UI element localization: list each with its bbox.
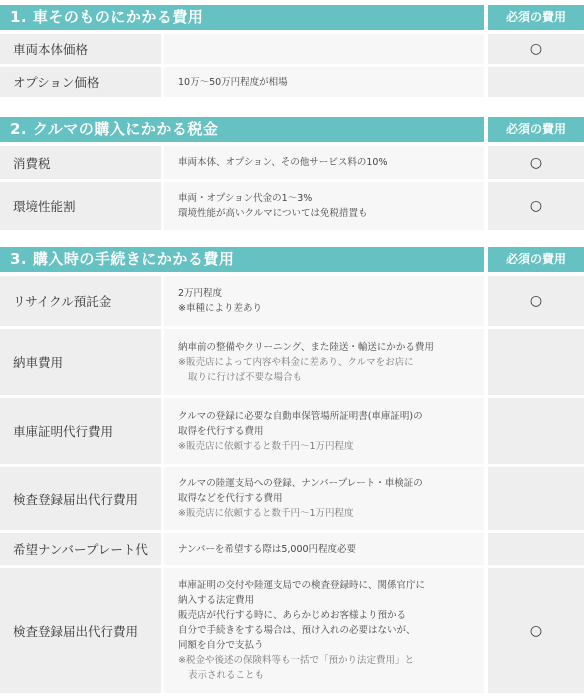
row-label: 車両本体価格	[0, 34, 161, 64]
description-line: 取得などを代行する費用	[178, 493, 283, 504]
row-description	[164, 329, 484, 395]
required-cell	[488, 568, 584, 693]
required-cell	[488, 276, 584, 326]
description-note: ※税金や後述の保険料等も一括で「預かり法定費用」と	[178, 655, 414, 666]
required-cell	[488, 467, 584, 530]
row-description	[164, 182, 484, 230]
description-line: 車庫証明の交付や陸運支局での検査登録時に、関係官庁に	[178, 580, 426, 591]
description-line: クルマの登録に必要な自動車保管場所証明書(車庫証明)の	[178, 410, 423, 422]
table-row	[0, 533, 584, 565]
description-line: 環境性能が高いクルマについては免税措置も	[178, 208, 368, 219]
table-row	[0, 146, 584, 179]
row-label: オプション価格	[0, 67, 161, 97]
row-label: 車庫証明代行費用	[0, 398, 161, 464]
table-row	[0, 398, 584, 464]
row-label: 納車費用	[0, 329, 161, 395]
row-label: 希望ナンバープレート代	[0, 533, 161, 565]
description-line: ※車種により差あり	[178, 303, 262, 314]
table-row	[0, 276, 584, 326]
description-note: ※販売店に依頼すると数千円〜1万円程度	[178, 508, 354, 519]
required-mark: ○	[529, 154, 543, 171]
required-mark: ○	[529, 622, 543, 639]
table-row	[0, 182, 584, 230]
description-line: 車両・オプション代金の1〜3%	[178, 193, 313, 204]
row-description	[164, 398, 484, 464]
description-line: 自分で手続きをする場合は、預け入れの必要はないが、	[178, 625, 416, 636]
row-description	[164, 146, 484, 179]
required-cell	[488, 67, 584, 97]
row-description	[164, 276, 484, 326]
required-mark: ○	[529, 41, 543, 57]
row-description	[164, 67, 484, 97]
row-label: 消費税	[0, 146, 161, 179]
description-note: 表示されることも	[188, 670, 265, 681]
description-line: 取得を代行する費用	[178, 425, 264, 437]
description-line: 納車前の整備やクリーニング、また陸送・輸送にかかる費用	[178, 341, 434, 353]
description-line: 納入する法定費用	[178, 595, 255, 606]
required-cell	[488, 34, 584, 64]
section-title: 1. 車そのものにかかる費用	[0, 5, 484, 30]
description-line: 2万円程度	[178, 288, 223, 299]
required-column-header: 必須の費用	[488, 247, 584, 272]
row-description	[164, 568, 484, 693]
table-row	[0, 34, 584, 64]
required-cell	[488, 182, 584, 230]
row-description	[164, 34, 484, 64]
description-line: 10万〜50万円程度が相場	[178, 76, 288, 88]
required-cell	[488, 329, 584, 395]
row-label: 環境性能割	[0, 182, 161, 230]
row-label: リサイクル預託金	[0, 276, 161, 326]
row-label: 検査登録届出代行費用	[0, 467, 161, 530]
row-description	[164, 467, 484, 530]
required-cell	[488, 398, 584, 464]
table-row	[0, 467, 584, 530]
table-row	[0, 329, 584, 395]
required-column-header: 必須の費用	[488, 117, 584, 142]
required-cell	[488, 533, 584, 565]
section-title: 3. 購入時の手続きにかかる費用	[0, 247, 484, 272]
row-label: 検査登録届出代行費用	[0, 568, 161, 693]
description-line: クルマの陸運支局への登録、ナンバープレート・車検証の	[178, 478, 423, 489]
description-note: ※販売店に依頼すると数千円〜1万円程度	[178, 440, 354, 452]
row-description	[164, 533, 484, 565]
description-line: 同額を自分で支払う	[178, 640, 264, 651]
description-line: ナンバーを希望する際は5,000円程度必要	[178, 543, 357, 555]
required-mark: ○	[529, 293, 543, 309]
required-column-header: 必須の費用	[488, 5, 584, 30]
table-row	[0, 67, 584, 97]
description-note: ※販売店によって内容や料金に差あり、クルマをお店に	[178, 356, 414, 368]
description-note: 取りに行けば不要な場合も	[188, 371, 303, 383]
table-row	[0, 568, 584, 693]
section-title: 2. クルマの購入にかかる税金	[0, 117, 484, 142]
required-cell	[488, 146, 584, 179]
required-mark: ○	[529, 198, 543, 214]
description-line: 車両本体、オプション、その他サービス料の10%	[178, 157, 388, 168]
description-line: 販売店が代行する時に、あらかじめお客様より預かる	[178, 610, 407, 621]
